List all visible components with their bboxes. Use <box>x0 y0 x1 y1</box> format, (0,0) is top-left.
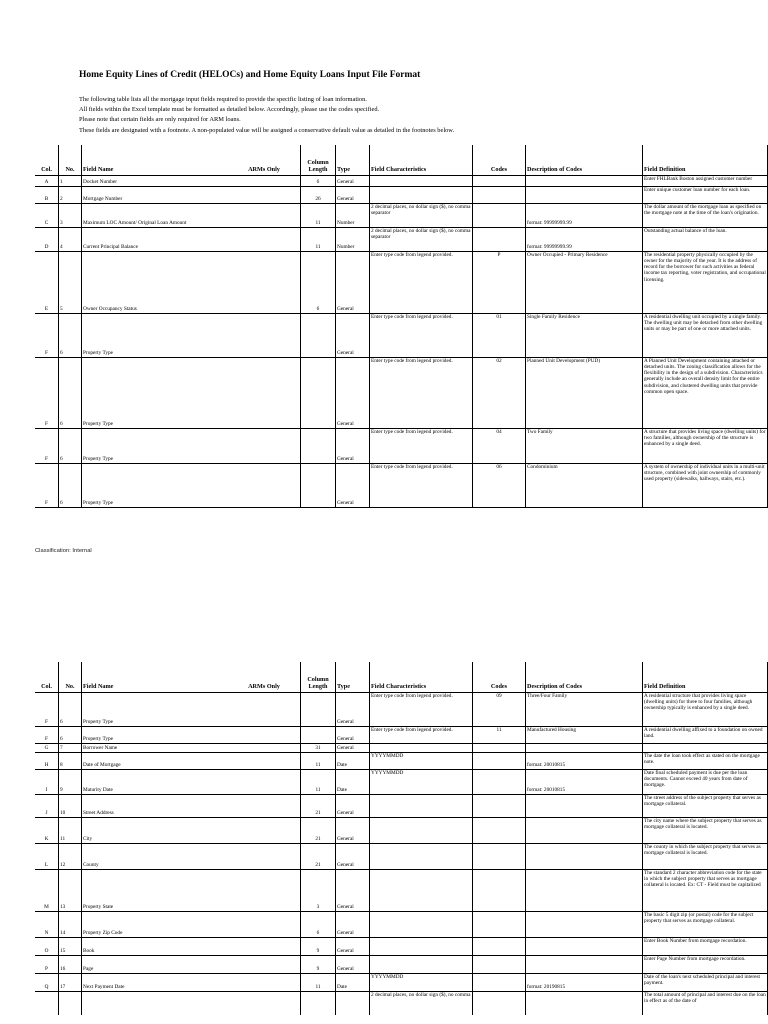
table-row <box>35 203 768 227</box>
cell-field-characteristics: 2 decimal places, no dollar sign ($), no comma <box>370 991 473 1015</box>
header-field-definition: Field Definition <box>643 145 768 175</box>
cell-description-of-codes: format: 99999999.99 <box>526 203 643 227</box>
cell-field-characteristics: 2 decimal places, no dollar sign ($), no comma separator <box>370 203 473 227</box>
cell-code: 11 <box>473 726 526 743</box>
cell-arms-only <box>228 313 301 357</box>
cell-type: Date <box>336 973 370 991</box>
header-field-characteristics: Field Characteristics <box>370 145 473 175</box>
cell-column-length <box>301 991 336 1015</box>
cell-column-length: 21 <box>301 817 336 843</box>
cell-column-length: 11 <box>301 769 336 794</box>
cell-description-of-codes: Owner Occupied - Primary Residence <box>526 251 643 313</box>
cell-description-of-codes: format: 20010815 <box>526 752 643 769</box>
cell-field-name: Maturity Date <box>82 769 229 794</box>
cell-field-name: Docket Number <box>82 175 229 186</box>
cell-column-length: 26 <box>301 186 336 203</box>
cell-type: General <box>336 175 370 186</box>
cell-field-name: Date of Mortgage <box>82 752 229 769</box>
cell-code: 09 <box>473 692 526 726</box>
cell-code <box>473 817 526 843</box>
cell-field-definition: A residential dwelling unit occupied by a single family. The dwelling unit may be detached from other dwelling units or may be part of one or more attached units. <box>643 313 768 357</box>
cell-code <box>473 752 526 769</box>
intro-line: All fields within the Excel template must be formatted as detailed below. Accordingly, please use the codes specified. <box>79 106 380 114</box>
cell-type: General <box>336 869 370 911</box>
cell-type: General <box>336 794 370 817</box>
input-format-table-page2 <box>35 662 768 1015</box>
cell-no: 16 <box>59 955 82 973</box>
cell-no: 2 <box>59 186 82 203</box>
cell-field-definition: The date the loan took effect as stated on the mortgage note. <box>643 752 768 769</box>
cell-field-characteristics: Enter type code from legend provided. <box>370 428 473 463</box>
cell-field-name: Book <box>82 937 229 955</box>
cell-col: F <box>35 692 59 726</box>
cell-arms-only <box>228 726 301 743</box>
table-row <box>35 743 768 752</box>
cell-code <box>473 937 526 955</box>
cell-arms-only <box>228 817 301 843</box>
intro-line: These fields are designated with a footnote. A non-populated value will be assigned a conservative default value as detailed in the footnotes below. <box>79 126 455 134</box>
cell-field-definition: The city name where the subject property that serves as mortgage collateral is located. <box>643 817 768 843</box>
cell-field-definition: The basic 5 digit zip (or postal) code for the subject property that serves as mortgage collateral. <box>643 911 768 937</box>
header-column-length: Column Length <box>301 662 336 692</box>
cell-code: 04 <box>473 428 526 463</box>
cell-field-definition: Enter Page Number from mortgage recordation. <box>643 955 768 973</box>
cell-description-of-codes: Condominium <box>526 463 643 507</box>
cell-arms-only <box>228 692 301 726</box>
cell-field-name: Property Zip Code <box>82 911 229 937</box>
cell-description-of-codes <box>526 175 643 186</box>
table-row <box>35 357 768 428</box>
cell-description-of-codes: format: 99999999.99 <box>526 227 643 251</box>
cell-no: 6 <box>59 692 82 726</box>
cell-no: 10 <box>59 794 82 817</box>
cell-no: 5 <box>59 251 82 313</box>
cell-field-name: Owner Occupancy Status <box>82 251 229 313</box>
cell-arms-only <box>228 937 301 955</box>
cell-field-definition: Enter unique customer loan number for each loan. <box>643 186 768 203</box>
cell-description-of-codes <box>526 743 643 752</box>
cell-field-characteristics <box>370 911 473 937</box>
header-col: Col. <box>41 165 52 173</box>
cell-field-name: Street Address <box>82 794 229 817</box>
header-arms-only: ARMs Only <box>248 682 280 690</box>
cell-code <box>473 227 526 251</box>
header-description-of-codes: Description of Codes <box>526 145 643 175</box>
header-col: Col. <box>41 682 52 690</box>
table-row <box>35 911 768 937</box>
cell-description-of-codes: Planned Unit Development (PUD) <box>526 357 643 428</box>
cell-type: General <box>336 743 370 752</box>
header-type: Type <box>336 662 370 692</box>
cell-col: D <box>35 227 59 251</box>
cell-field-characteristics: YYYYMMDD <box>370 973 473 991</box>
cell-type: General <box>336 428 370 463</box>
cell-field-characteristics: YYYYMMDD <box>370 752 473 769</box>
cell-code <box>473 186 526 203</box>
table-row <box>35 463 768 507</box>
cell-type: General <box>336 911 370 937</box>
table-row <box>35 726 768 743</box>
cell-column-length: 9 <box>301 937 336 955</box>
header-no: No. <box>59 145 82 175</box>
cell-field-definition: The street address of the subject property that serves as mortgage collateral. <box>643 794 768 817</box>
cell-type: General <box>336 251 370 313</box>
cell-column-length: 6 <box>301 175 336 186</box>
cell-field-name: Next Payment Date <box>82 973 229 991</box>
cell-no: 6 <box>59 463 82 507</box>
cell-description-of-codes <box>526 991 643 1015</box>
cell-description-of-codes <box>526 794 643 817</box>
cell-col: E <box>35 251 59 313</box>
cell-type: Date <box>336 752 370 769</box>
header-field-characteristics: Field Characteristics <box>370 662 473 692</box>
cell-col: N <box>35 911 59 937</box>
cell-type: General <box>336 313 370 357</box>
cell-code <box>473 843 526 869</box>
cell-code: 02 <box>473 357 526 428</box>
cell-field-characteristics: Enter type code from legend provided. <box>370 726 473 743</box>
cell-code <box>473 743 526 752</box>
table-row <box>35 251 768 313</box>
table-row <box>35 428 768 463</box>
cell-description-of-codes <box>526 817 643 843</box>
cell-field-definition: A system of ownership of individual units in a multi-unit structure, combined with joint ownership of commonly used property (sidewalks, hallways, stairs, etc.). <box>643 463 768 507</box>
cell-field-definition <box>643 743 768 752</box>
cell-type: Date <box>336 769 370 794</box>
cell-col: Q <box>35 973 59 991</box>
cell-description-of-codes <box>526 911 643 937</box>
cell-no: 14 <box>59 911 82 937</box>
cell-field-definition: Date final scheduled payment is due per the loan documents. Cannot exceed 40 years from date of mortgage. <box>643 769 768 794</box>
header-arms-only: ARMs Only <box>248 165 280 173</box>
table-row <box>35 752 768 769</box>
cell-no: 1 <box>59 175 82 186</box>
cell-field-definition: The dollar amount of the mortgage loan as specified on the mortgage note at the time of the loan's origination. <box>643 203 768 227</box>
table-row <box>35 937 768 955</box>
cell-field-name: Property State <box>82 869 229 911</box>
cell-field-definition: Date of the loan's next scheduled principal and interest payment. <box>643 973 768 991</box>
cell-column-length: 21 <box>301 843 336 869</box>
intro-line: The following table lists all the mortgage input fields required to provide the specific listing of loan information. <box>79 96 367 103</box>
cell-code <box>473 794 526 817</box>
cell-no: 4 <box>59 227 82 251</box>
cell-field-characteristics: Enter type code from legend provided. <box>370 251 473 313</box>
table-row <box>35 227 768 251</box>
cell-description-of-codes <box>526 186 643 203</box>
intro-line: Please note that certain fields are only required for ARM loans. <box>79 116 241 124</box>
cell-col: F <box>35 726 59 743</box>
cell-column-length: 31 <box>301 743 336 752</box>
header-codes: Codes <box>473 662 526 692</box>
cell-arms-only <box>228 203 301 227</box>
cell-col <box>35 991 59 1015</box>
cell-type: General <box>336 955 370 973</box>
cell-arms-only <box>228 251 301 313</box>
table-row <box>35 175 768 186</box>
cell-description-of-codes <box>526 955 643 973</box>
cell-field-name <box>82 991 229 1015</box>
cell-field-name: Current Principal Balance <box>82 227 229 251</box>
table-row <box>35 769 768 794</box>
cell-column-length: 21 <box>301 794 336 817</box>
cell-arms-only <box>228 175 301 186</box>
cell-column-length <box>301 726 336 743</box>
cell-type: General <box>336 463 370 507</box>
cell-field-definition: A Planned Unit Development containing attached or detached units. The zoning classification allows for the flexibility in the design of a subdivision. Characteristics generally include an overall density limit for the entire subdivision, and clustered dwelling units that provide common open space. <box>643 357 768 428</box>
cell-type: General <box>336 186 370 203</box>
cell-code <box>473 991 526 1015</box>
cell-arms-only <box>228 991 301 1015</box>
cell-col: I <box>35 769 59 794</box>
cell-code <box>473 973 526 991</box>
cell-col: B <box>35 186 59 203</box>
cell-column-length: 11 <box>301 227 336 251</box>
cell-field-characteristics <box>370 955 473 973</box>
cell-field-characteristics <box>370 175 473 186</box>
cell-no: 9 <box>59 769 82 794</box>
cell-arms-only <box>228 186 301 203</box>
cell-description-of-codes: Manufactured Housing <box>526 726 643 743</box>
cell-no: 3 <box>59 203 82 227</box>
cell-column-length: 11 <box>301 752 336 769</box>
cell-field-name: Page <box>82 955 229 973</box>
table-row <box>35 794 768 817</box>
cell-column-length: 9 <box>301 955 336 973</box>
cell-no: 8 <box>59 752 82 769</box>
cell-field-name: Borrower Name <box>82 743 229 752</box>
cell-no: 12 <box>59 843 82 869</box>
cell-description-of-codes: Three/Four Family <box>526 692 643 726</box>
document-title: Home Equity Lines of Credit (HELOCs) and Home Equity Loans Input File Format <box>79 70 421 80</box>
cell-field-name: Property Type <box>82 726 229 743</box>
cell-col: G <box>35 743 59 752</box>
cell-type <box>336 991 370 1015</box>
cell-description-of-codes: Single Family Residence <box>526 313 643 357</box>
header-field-definition: Field Definition <box>643 662 768 692</box>
cell-field-characteristics <box>370 937 473 955</box>
cell-field-characteristics <box>370 843 473 869</box>
cell-col: M <box>35 869 59 911</box>
header-column-length: Column Length <box>301 145 336 175</box>
cell-arms-only <box>228 843 301 869</box>
cell-field-definition: A residential dwelling affixed to a foundation on owned land. <box>643 726 768 743</box>
cell-field-characteristics <box>370 794 473 817</box>
cell-column-length: 6 <box>301 911 336 937</box>
cell-col: J <box>35 794 59 817</box>
cell-type: General <box>336 692 370 726</box>
cell-arms-only <box>228 463 301 507</box>
table-row <box>35 843 768 869</box>
cell-col: P <box>35 955 59 973</box>
header-field-name: Field Name <box>82 145 229 175</box>
cell-code <box>473 911 526 937</box>
cell-field-characteristics: Enter type code from legend provided. <box>370 357 473 428</box>
cell-field-definition: Enter FHLBank Boston assigned customer number <box>643 175 768 186</box>
table-row <box>35 817 768 843</box>
cell-no: 13 <box>59 869 82 911</box>
cell-field-definition: The total amount of principal and interest due on the loan in effect as of the date of <box>643 991 768 1015</box>
cell-col: H <box>35 752 59 769</box>
cell-code <box>473 175 526 186</box>
cell-no: 17 <box>59 973 82 991</box>
cell-field-name: Property Type <box>82 357 229 428</box>
cell-field-definition: The residential property physically occupied by the owner for the majority of the year. It is the address of record for the borrower for such activities as federal income tax reporting, voter registration, and occupational licensing. <box>643 251 768 313</box>
cell-arms-only <box>228 794 301 817</box>
cell-arms-only <box>228 357 301 428</box>
cell-field-characteristics: 2 decimal places, no dollar sign ($), no comma separator <box>370 227 473 251</box>
cell-col: F <box>35 357 59 428</box>
cell-col: A <box>35 175 59 186</box>
cell-type: General <box>336 937 370 955</box>
cell-no: 11 <box>59 817 82 843</box>
cell-field-name: County <box>82 843 229 869</box>
table-row <box>35 973 768 991</box>
cell-no: 6 <box>59 726 82 743</box>
cell-code: 01 <box>473 313 526 357</box>
cell-description-of-codes <box>526 937 643 955</box>
cell-column-length: 11 <box>301 973 336 991</box>
cell-arms-only <box>228 227 301 251</box>
cell-no: 6 <box>59 313 82 357</box>
cell-type: General <box>336 726 370 743</box>
cell-code: 06 <box>473 463 526 507</box>
cell-field-characteristics <box>370 817 473 843</box>
table-row <box>35 313 768 357</box>
cell-arms-only <box>228 955 301 973</box>
cell-code <box>473 769 526 794</box>
table-row <box>35 692 768 726</box>
cell-no: 6 <box>59 357 82 428</box>
cell-field-name: Property Type <box>82 463 229 507</box>
header-description-of-codes: Description of Codes <box>526 662 643 692</box>
cell-description-of-codes <box>526 869 643 911</box>
cell-field-characteristics: Enter type code from legend provided. <box>370 463 473 507</box>
cell-no: 7 <box>59 743 82 752</box>
table-row <box>35 186 768 203</box>
cell-arms-only <box>228 428 301 463</box>
cell-column-length: 6 <box>301 251 336 313</box>
cell-column-length <box>301 357 336 428</box>
cell-description-of-codes: format: 20190815 <box>526 973 643 991</box>
cell-code: P <box>473 251 526 313</box>
cell-field-name: City <box>82 817 229 843</box>
cell-column-length <box>301 692 336 726</box>
header-codes: Codes <box>473 145 526 175</box>
table-row <box>35 991 768 1015</box>
cell-field-characteristics: YYYYMMDD <box>370 769 473 794</box>
cell-type: General <box>336 357 370 428</box>
cell-column-length: 3 <box>301 869 336 911</box>
cell-column-length: 11 <box>301 203 336 227</box>
cell-field-definition: Enter Book Number from mortgage recordation. <box>643 937 768 955</box>
cell-field-characteristics <box>370 186 473 203</box>
cell-column-length <box>301 428 336 463</box>
cell-field-characteristics: Enter type code from legend provided. <box>370 692 473 726</box>
input-format-table-page1 <box>35 145 768 508</box>
cell-column-length <box>301 313 336 357</box>
cell-arms-only <box>228 743 301 752</box>
cell-code <box>473 955 526 973</box>
cell-type: Number <box>336 227 370 251</box>
cell-column-length <box>301 463 336 507</box>
cell-arms-only <box>228 769 301 794</box>
cell-description-of-codes <box>526 843 643 869</box>
cell-field-definition: Outstanding actual balance of the loan. <box>643 227 768 251</box>
header-field-name: Field Name <box>82 662 229 692</box>
cell-field-characteristics <box>370 869 473 911</box>
cell-field-name: Mortgage Number <box>82 186 229 203</box>
cell-field-definition: A residential structure that provides living space (dwelling units) for three to four families, although ownership typically is enhanced by a single deed. <box>643 692 768 726</box>
cell-arms-only <box>228 869 301 911</box>
cell-arms-only <box>228 752 301 769</box>
cell-code <box>473 203 526 227</box>
cell-col: C <box>35 203 59 227</box>
classification-label: Classification: Internal <box>35 548 92 554</box>
cell-no: 15 <box>59 937 82 955</box>
cell-field-name: Property Type <box>82 313 229 357</box>
cell-description-of-codes: format: 20010815 <box>526 769 643 794</box>
table-row <box>35 869 768 911</box>
cell-type: General <box>336 817 370 843</box>
cell-type: Number <box>336 203 370 227</box>
cell-col: F <box>35 428 59 463</box>
cell-field-name: Maximum LOC Amount/ Original Loan Amount <box>82 203 229 227</box>
cell-no <box>59 991 82 1015</box>
cell-field-name: Property Type <box>82 692 229 726</box>
cell-description-of-codes: Two Family <box>526 428 643 463</box>
cell-arms-only <box>228 911 301 937</box>
cell-no: 6 <box>59 428 82 463</box>
cell-field-name: Property Type <box>82 428 229 463</box>
cell-code <box>473 869 526 911</box>
cell-col: F <box>35 313 59 357</box>
cell-field-characteristics <box>370 743 473 752</box>
header-type: Type <box>336 145 370 175</box>
cell-col: L <box>35 843 59 869</box>
intro-text <box>79 95 454 136</box>
cell-field-definition: The county in which the subject property that serves as mortgage collateral is located. <box>643 843 768 869</box>
cell-arms-only <box>228 973 301 991</box>
cell-col: K <box>35 817 59 843</box>
cell-field-definition: A structure that provides living space (dwelling units) for two families, although ownership of the structure is enhanced by a single deed. <box>643 428 768 463</box>
header-no: No. <box>59 662 82 692</box>
cell-field-definition: The standard 2 character abbreviation code for the state in which the subject property that serves as mortgage collateral is located. Ex: CT - Field must be capitalized <box>643 869 768 911</box>
table-row <box>35 955 768 973</box>
cell-col: F <box>35 463 59 507</box>
cell-type: General <box>336 843 370 869</box>
cell-col: O <box>35 937 59 955</box>
cell-field-characteristics: Enter type code from legend provided. <box>370 313 473 357</box>
